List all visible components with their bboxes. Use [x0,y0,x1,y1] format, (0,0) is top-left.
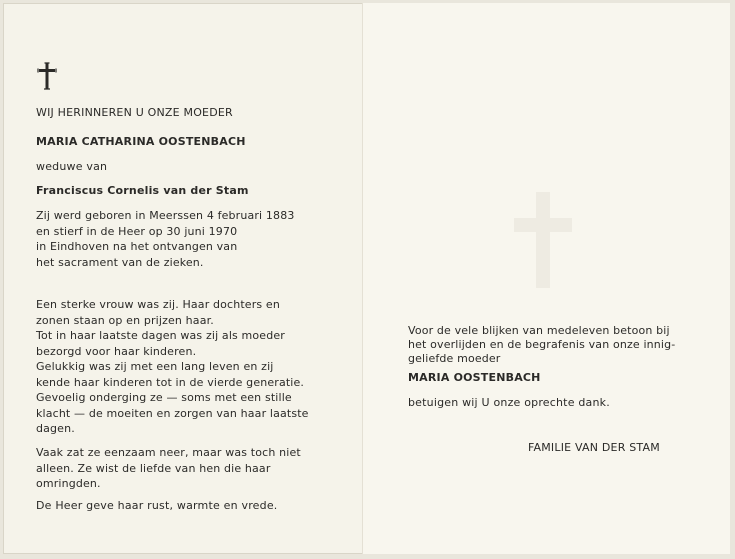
latin-cross-icon [36,62,58,90]
thanks-line: het overlijden en de begrafenis van onze innig- [408,338,676,351]
poem-line: dagen. [36,422,75,435]
thanks-line: geliefde moeder [408,352,501,365]
poem-line: Gelukkig was zij met een lang leven en zij [36,360,274,373]
memorial-heading: WIJ HERINNEREN U ONZE MOEDER [36,106,233,119]
husband-name: Franciscus Cornelis van der Stam [36,184,249,197]
rest-line: De Heer geve haar rust, warmte en vrede. [36,499,278,512]
poem-line: bezorgd voor haar kinderen. [36,344,197,358]
family-signature: FAMILIE VAN DER STAM [528,441,660,454]
thanks-line: Voor de vele blijken van medeleven betoon bij [408,324,670,337]
widow-of-label: weduwe van [36,160,108,173]
poem-line: klacht — de moeiten en zorgen van haar laatste [36,406,309,420]
poem-line: kende haar kinderen tot in de vierde generatie. [36,375,305,389]
biography-block [36,208,295,270]
bio-line: in Eindhoven na het ontvangen van [36,240,238,253]
deceased-name: MARIA CATHARINA OOSTENBACH [36,135,246,148]
alone-line: alleen. Ze wist de liefde van hen die haar [36,461,271,475]
mother-name: MARIA OOSTENBACH [408,371,541,384]
bio-line: en stierf in de Heer op 30 juni 1970 [36,224,238,238]
alone-block [36,445,301,492]
alone-line: omringden. [36,477,101,490]
poem-line: Een sterke vrouw was zij. Haar dochters en [36,298,280,311]
watermark-cross-icon [512,190,574,290]
card-fold [362,3,363,554]
alone-line: Vaak zat ze eenzaam neer, maar was toch niet [36,446,301,459]
bio-line: het sacrament van de zieken. [36,255,204,269]
thanks-block [408,324,675,366]
poem-line: Gevoelig onderging ze — soms met een stille [36,391,292,404]
gratitude-line: betuigen wij U onze oprechte dank. [408,396,610,409]
poem-block [36,297,309,437]
poem-line: zonen staan op en prijzen haar. [36,313,214,327]
bio-line: Zij werd geboren in Meerssen 4 februari 1883 [36,209,295,222]
poem-line: Tot in haar laatste dagen was zij als moeder [36,329,285,342]
